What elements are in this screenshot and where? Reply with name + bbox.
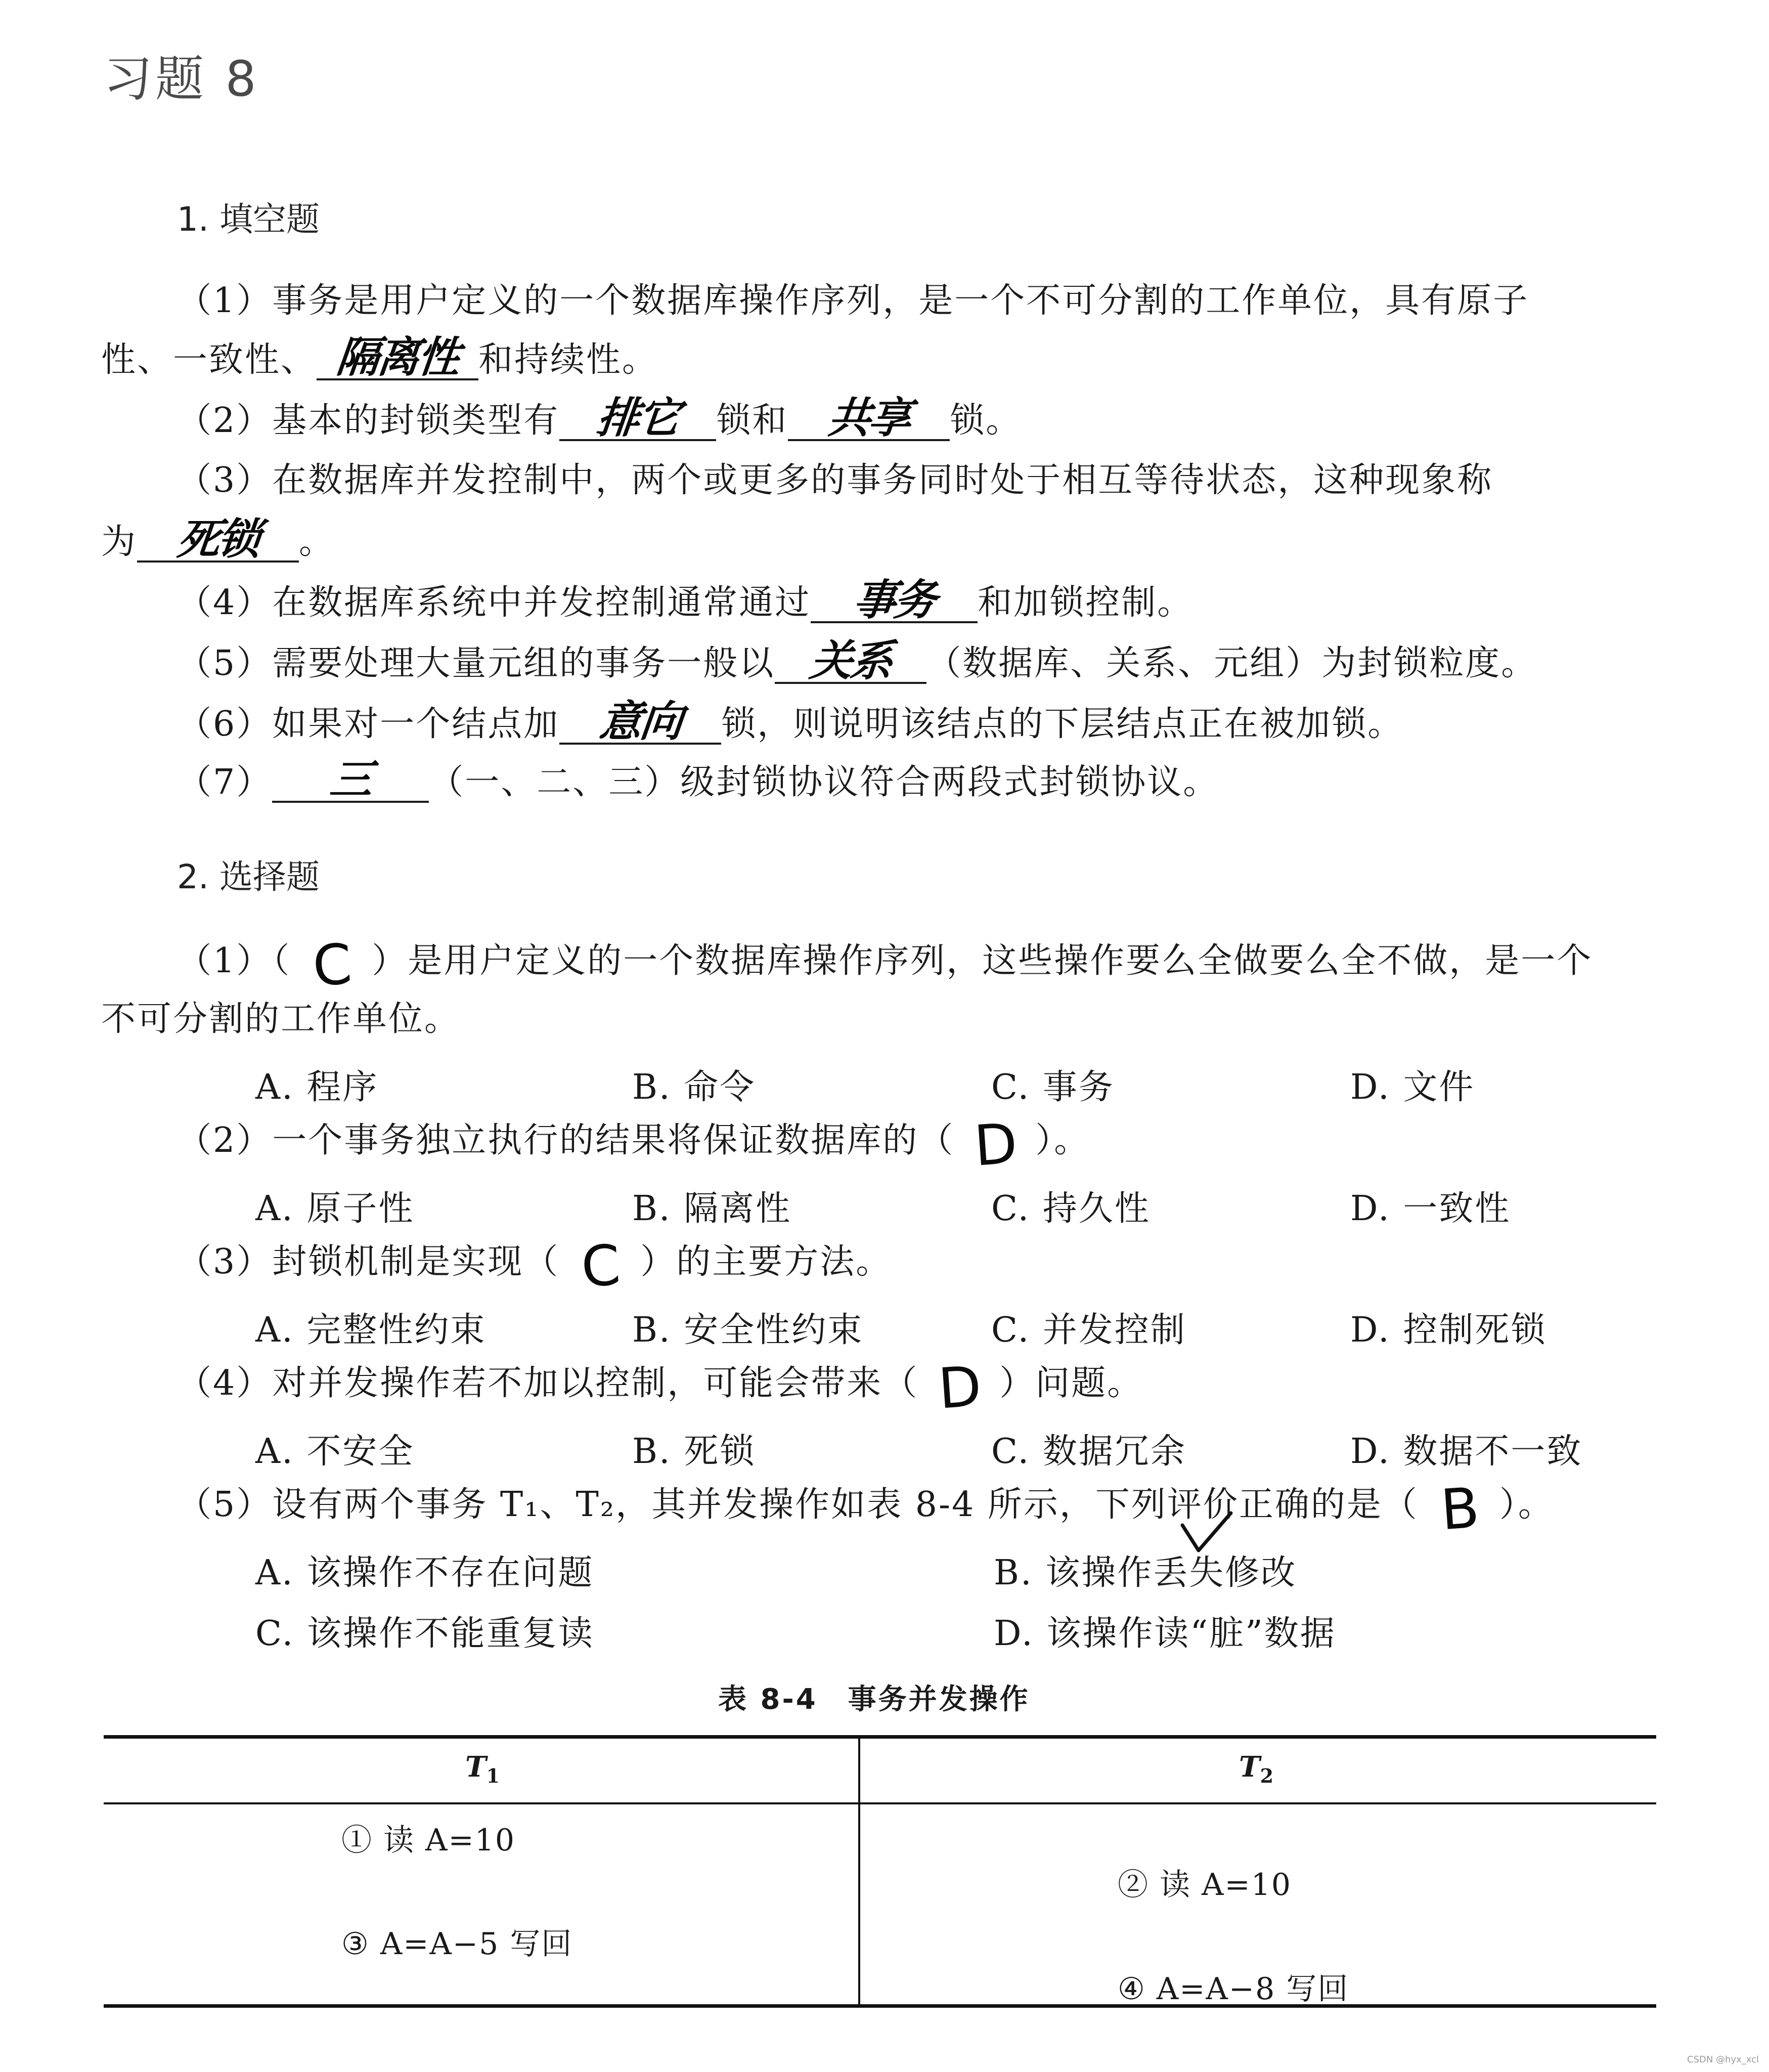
fill-q1-line1: （1）事务是用户定义的一个数据库操作序列，是一个不可分割的工作单位，具有原子 (177, 281, 1529, 321)
choice-q1-option-a: A. 程序 (255, 1067, 379, 1107)
fill-q1-blank (317, 332, 478, 382)
watermark: CSDN @hyx_xcl (1687, 2054, 1759, 2065)
choice-q2-option-b: B. 隔离性 (632, 1189, 792, 1229)
fill-q4 (177, 575, 1193, 625)
fill-q3-line2 (101, 514, 335, 564)
choice-q3-answer-box (559, 1232, 640, 1300)
choice-q2-option-c: C. 持久性 (991, 1189, 1151, 1229)
choice-q2-pre: （2）一个事务独立执行的结果将保证数据库的（ (177, 1120, 955, 1160)
fill-q2-blank2 (788, 393, 950, 443)
choice-q5-option-c: C. 该操作不能重复读 (255, 1614, 594, 1654)
choice-q1-option-c: C. 事务 (991, 1067, 1115, 1107)
t1-step-3: ③ A=A−5 写回 (341, 1926, 573, 1962)
choice-q4-pre: （4）对并发操作若不加以控制，可能会带来（ (177, 1363, 919, 1403)
choice-q3-option-d: D. 控制死锁 (1350, 1310, 1547, 1350)
fill-q3-pre: 为 (101, 522, 138, 562)
table-column-divider (858, 1736, 860, 2006)
t2-step-4: ④ A=A−8 写回 (1118, 1971, 1349, 2007)
choice-q1-option-d: D. 文件 (1350, 1067, 1475, 1107)
choice-q1-line1 (177, 931, 1593, 999)
fill-q2 (177, 393, 1022, 443)
table-header-t1-sub: 1 (486, 1764, 500, 1788)
t2-step-2: ② 读 A=10 (1118, 1867, 1292, 1903)
choice-q3-pre: （3）封锁机制是实现（ (177, 1242, 560, 1282)
fill-q4-post: 和加锁控制。 (978, 583, 1193, 623)
choice-q1-option-b: B. 命令 (632, 1067, 756, 1107)
choice-q4-option-d: D. 数据不一致 (1350, 1432, 1583, 1472)
choice-q5-pre: （5）设有两个事务 T₁、T₂，其并发操作如表 8-4 所示，下列评价正确的是（ (177, 1485, 1419, 1525)
choice-q1-answer: C (311, 931, 352, 999)
fill-q1-answer: 隔离性 (334, 332, 461, 382)
fill-q1-line2 (101, 332, 658, 382)
choice-q2-post: ）。 (1035, 1120, 1090, 1160)
choice-q5-option-a: A. 该操作不存在问题 (255, 1553, 594, 1593)
fill-q4-pre: （4）在数据库系统中并发控制通常通过 (177, 583, 811, 623)
fill-q5-blank (775, 636, 926, 685)
choice-q5-answer: B (1438, 1475, 1479, 1543)
fill-q4-answer: 事务 (851, 575, 938, 625)
check-mark-icon (1178, 1510, 1234, 1556)
fill-q5-answer: 关系 (808, 636, 894, 685)
section-choice-heading: 2. 选择题 (177, 857, 320, 896)
fill-q7-post: （一、二、三）级封锁协议符合两段式封锁协议。 (429, 762, 1219, 802)
table-header-t2-main: T (1239, 1750, 1260, 1784)
choice-q1-answer-box (291, 931, 372, 999)
choice-q4-option-a: A. 不安全 (255, 1432, 415, 1472)
fill-q7 (177, 755, 1219, 804)
table-caption: 表 8-4 事务并发操作 (718, 1683, 1030, 1716)
choice-q2-line (177, 1111, 1090, 1179)
fill-q1-post: 和持续性。 (478, 340, 658, 380)
choice-q4-option-c: C. 数据冗余 (991, 1432, 1186, 1472)
choice-q4-option-b: B. 死锁 (632, 1432, 756, 1472)
fill-q2-answer1: 排它 (595, 393, 681, 443)
fill-q7-pre: （7） (177, 762, 273, 802)
choice-q5-option-b: B. 该操作丢失修改 (994, 1553, 1297, 1593)
table-header-t1-main: T (465, 1750, 487, 1784)
fill-q2-pre: （2）基本的封锁类型有 (177, 401, 560, 441)
fill-q5-post: （数据库、关系、元组）为封锁粒度。 (926, 643, 1537, 683)
table-header-t1 (465, 1750, 500, 1787)
choice-q3-option-b: B. 安全性约束 (632, 1310, 864, 1350)
choice-q1-pre: （1）（ (177, 941, 291, 981)
choice-q2-option-a: A. 原子性 (255, 1189, 415, 1229)
fill-q1-pre: 性、一致性、 (101, 340, 317, 380)
fill-q7-answer: 三 (328, 755, 374, 804)
fill-q3-line1: （3）在数据库并发控制中，两个或更多的事务同时处于相互等待状态，这种现象称 (177, 460, 1493, 500)
choice-q3-line (177, 1232, 892, 1300)
fill-q6-blank (559, 697, 721, 746)
fill-q2-answer2: 共享 (826, 393, 912, 443)
table-header-t2 (1239, 1750, 1273, 1787)
choice-q4-post: ）问题。 (999, 1363, 1143, 1403)
choice-q1-post: ）是用户定义的一个数据库操作序列，这些操作要么全做要么全不做，是一个 (372, 941, 1593, 981)
table-top-rule (104, 1735, 1656, 1739)
fill-q6-post: 锁，则说明该结点的下层结点正在被加锁。 (721, 704, 1404, 744)
choice-q5-line (177, 1475, 1554, 1543)
choice-q2-answer-box (954, 1111, 1035, 1179)
fill-q7-blank (272, 755, 429, 804)
fill-q2-blank1 (559, 393, 716, 443)
fill-q5-pre: （5）需要处理大量元组的事务一般以 (177, 643, 775, 683)
fill-q3-post: 。 (299, 522, 335, 562)
fill-q4-blank (811, 575, 978, 625)
choice-q4-answer-box (918, 1354, 999, 1421)
fill-q3-answer: 死锁 (174, 514, 261, 564)
table-header-t2-sub: 2 (1260, 1764, 1274, 1788)
choice-q3-answer: C (579, 1232, 621, 1300)
choice-q4-answer: D (936, 1354, 982, 1421)
choice-q2-answer: D (972, 1111, 1018, 1179)
fill-q2-mid: 锁和 (716, 401, 788, 441)
fill-q6-pre: （6）如果对一个结点加 (177, 704, 560, 744)
fill-q5 (177, 636, 1537, 685)
choice-q1-line2: 不可分割的工作单位。 (101, 999, 461, 1039)
fill-q6 (177, 697, 1404, 746)
choice-q3-option-c: C. 并发控制 (991, 1310, 1186, 1350)
choice-q5-post: ）。 (1499, 1485, 1554, 1525)
choice-q2-option-d: D. 一致性 (1350, 1189, 1511, 1229)
section-fill-in-heading: 1. 填空题 (177, 200, 320, 239)
t1-step-1: ① 读 A=10 (341, 1823, 516, 1858)
choice-q3-post: ）的主要方法。 (640, 1242, 892, 1282)
choice-q4-line (177, 1354, 1143, 1421)
choice-q5-option-d: D. 该操作读“脏”数据 (994, 1614, 1336, 1654)
fill-q3-blank (137, 514, 299, 564)
page-title: 习题 8 (104, 51, 259, 107)
table-bottom-rule (104, 2004, 1656, 2008)
fill-q6-answer: 意向 (597, 697, 684, 746)
fill-q2-post: 锁。 (950, 401, 1022, 441)
choice-q5-answer-box (1419, 1475, 1499, 1543)
table-header-rule (104, 1802, 1656, 1804)
choice-q3-option-a: A. 完整性约束 (255, 1310, 487, 1350)
